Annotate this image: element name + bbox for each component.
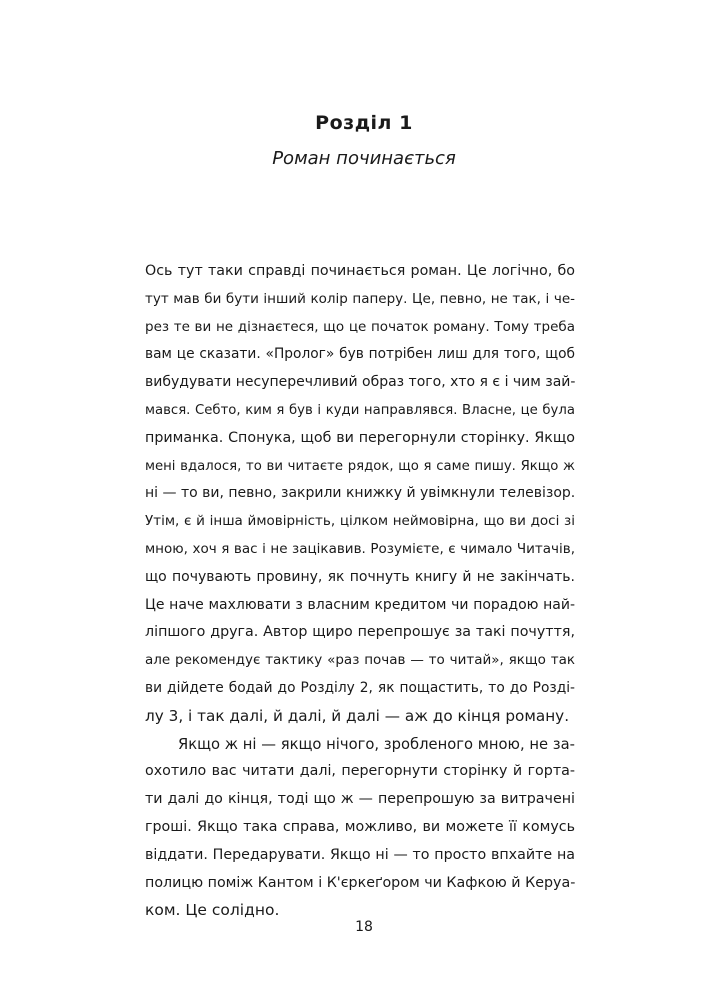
text-line: Ось тут таки справді починається роман. Це логічно, бо	[145, 263, 575, 279]
text-line: Утім, є й інша ймовірність, цілком неймовірна, що ви досі зі	[145, 513, 575, 530]
text-line: ви дійдете бодай до Розділу 2, як пощастить, то до Розді-	[145, 679, 575, 696]
text-line: приманка. Спонука, щоб ви перегорнули сторінку. Якщо	[145, 429, 575, 446]
text-line: ком. Це солідно.	[145, 901, 280, 920]
text-line: охотило вас читати далі, перегорнути сторінку й горта-	[145, 763, 575, 780]
text-line: мався. Себто, ким я був і куди направлявся. Власне, це була	[145, 402, 575, 418]
text-line: вибудувати несуперечливий образ того, хто я є і чим зай-	[145, 374, 576, 391]
page-number: 18	[355, 919, 373, 935]
text-line: рез те ви не дізнаєтеся, що це початок роману. Тому треба	[145, 318, 575, 335]
chapter-title: Розділ 1	[315, 112, 413, 134]
text-line: мною, хоч я вас і не зацікавив. Розумієте, є чимало Читачів,	[145, 540, 575, 557]
text-line: тут мав би бути інший колір паперу. Це, певно, не так, і че-	[145, 290, 575, 307]
text-line: ліпшого друга. Автор щиро перепрошує за такі почуття,	[145, 624, 575, 641]
text-line: віддати. Передарувати. Якщо ні — то просто впхайте на	[145, 846, 575, 863]
text-line: мені вдалося, то ви читаєте рядок, що я саме пишу. Якщо ж	[145, 458, 575, 474]
text-line: що почувають провину, як почнуть книгу й не закінчать.	[145, 568, 575, 585]
text-line: ні — то ви, певно, закрили книжку й увімкнули телевізор.	[145, 485, 576, 502]
text-line: гроші. Якщо така справа, можливо, ви можете її комусь	[145, 818, 575, 835]
paragraph	[145, 731, 575, 926]
body-text	[145, 258, 575, 925]
chapter-subtitle: Роман починається	[272, 148, 456, 169]
paragraph	[145, 258, 575, 731]
text-line: Це наче махлювати з власним кредитом чи порадою най-	[145, 596, 575, 613]
text-line: лу 3, і так далі, й далі, й далі — аж до кінця роману.	[145, 706, 570, 725]
text-line: полицю поміж Кантом і К'єркеґором чи Кафкою й Керуа-	[145, 874, 576, 891]
text-line: вам це сказати. «Пролог» був потрібен лиш для того, щоб	[145, 346, 575, 363]
text-line: Якщо ж ні — якщо нічого, зробленого мною, не за-	[178, 735, 575, 753]
text-line: але рекомендує тактику «раз почав — то читай», якщо так	[145, 652, 575, 669]
text-line: ти далі до кінця, тоді що ж — перепрошую за витрачені	[145, 791, 575, 808]
